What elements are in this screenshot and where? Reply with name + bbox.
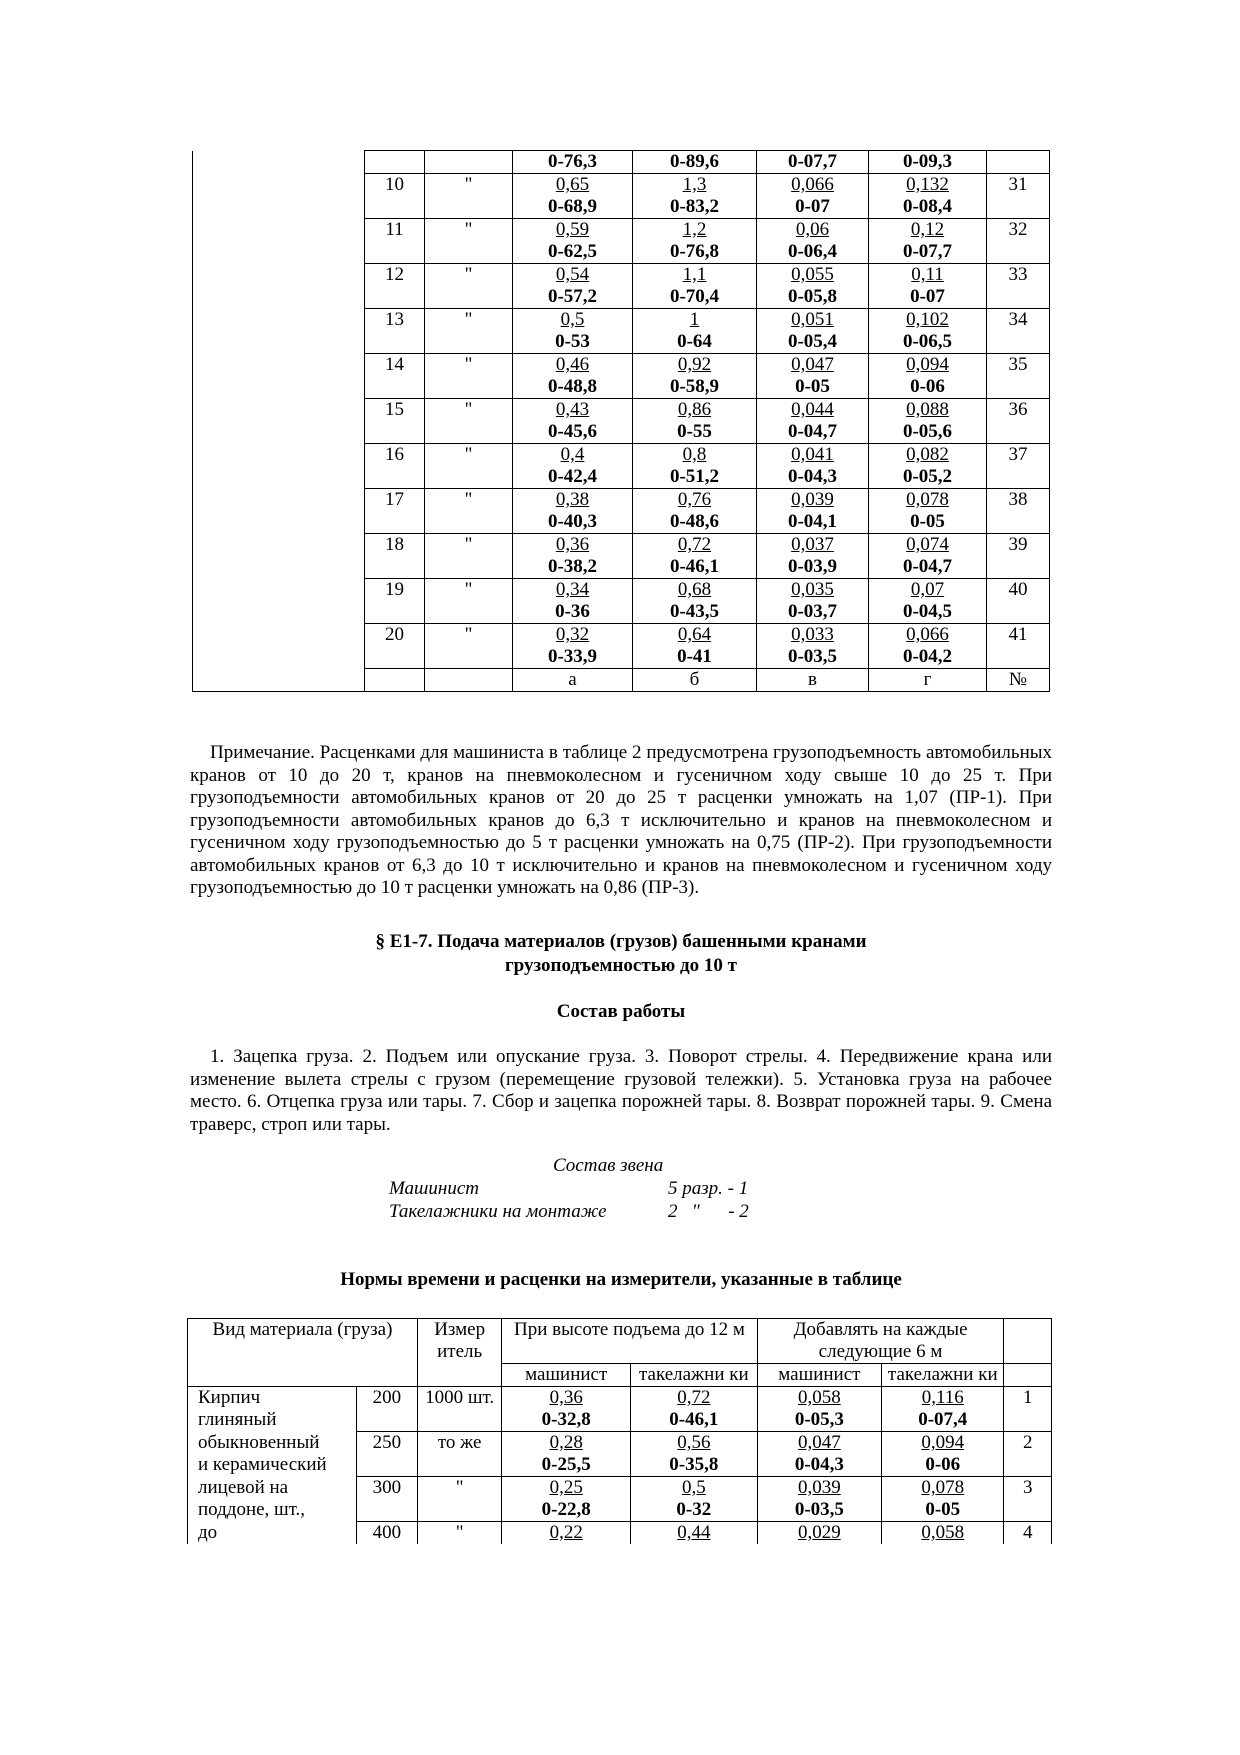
- rate-value: 0-70,4: [669, 286, 720, 307]
- unit-cell: ": [464, 399, 473, 420]
- cell-value: 0-09,3: [902, 151, 953, 172]
- unit-cell: 1000 шт.: [425, 1387, 495, 1408]
- column-header-operator: машинист: [525, 1364, 608, 1385]
- norm-value: 0,035: [791, 579, 834, 600]
- norm-value: 0,06: [795, 219, 830, 240]
- norm-value: 0,5: [560, 309, 585, 330]
- norm-value: 0,037: [791, 534, 834, 555]
- crew-title: Состав звена: [553, 1155, 664, 1176]
- rate-value: 0-08,4: [902, 196, 953, 217]
- table-row: [193, 219, 1050, 264]
- norms-heading: Нормы времени и расценки на измерители, указанные в таблице: [340, 1269, 902, 1290]
- column-letter: г: [923, 669, 932, 690]
- rate-value: 0-64: [677, 331, 712, 352]
- norm-value: 0,055: [791, 264, 834, 285]
- rate-value: 0-83,2: [669, 196, 720, 217]
- rate-value: 0-03,9: [787, 556, 838, 577]
- rate-value: 0-42,4: [547, 466, 598, 487]
- norm-value: 0,38: [555, 489, 590, 510]
- material-name-line: обыкновенный: [198, 1431, 320, 1453]
- material-name-line: глиняный: [198, 1409, 277, 1430]
- crew-member-grade: 2 " - 2: [668, 1201, 749, 1222]
- rate-value: 0-04,7: [902, 556, 953, 577]
- column-header-riggers: такелажни ки: [887, 1364, 998, 1385]
- rate-value: 0-32,8: [541, 1409, 591, 1430]
- row-number: 34: [1008, 309, 1028, 330]
- unit-cell: ": [455, 1522, 464, 1543]
- rate-value: 0-43,5: [669, 601, 720, 622]
- rate-value: 0-46,1: [669, 556, 720, 577]
- table-row: [193, 579, 1050, 624]
- table-row: [188, 1522, 1052, 1545]
- row-number: 36: [1008, 399, 1028, 420]
- unit-cell: ": [464, 309, 473, 330]
- norm-value: 0,72: [677, 1387, 711, 1408]
- row-number: 40: [1008, 579, 1028, 600]
- norm-value: 0,047: [791, 354, 834, 375]
- rate-value: 0-40,3: [547, 511, 598, 532]
- norm-value: 0,029: [797, 1522, 841, 1543]
- norm-value: 0,34: [555, 579, 590, 600]
- unit-cell: ": [455, 1477, 464, 1498]
- rate-value: 0-07,4: [918, 1409, 968, 1430]
- unit-cell: ": [464, 489, 473, 510]
- rate-value: 0-06,5: [902, 331, 953, 352]
- norm-value: 0,074: [906, 534, 949, 555]
- column-header-riggers: такелажни ки: [638, 1364, 749, 1385]
- rate-value: 0-33,9: [547, 646, 598, 667]
- norm-value: 0,25: [549, 1477, 583, 1498]
- cell-value: 0-89,6: [669, 151, 720, 172]
- norm-value: 1,3: [682, 174, 707, 195]
- rate-value: 0-06: [910, 376, 945, 397]
- rate-value: 0-06,4: [787, 241, 838, 262]
- rate-value: 0-53: [555, 331, 590, 352]
- rates-table-continuation: [192, 150, 1050, 692]
- unit-cell: ": [464, 354, 473, 375]
- column-group-additional: Добавлять на каждые следующие 6 м: [793, 1319, 968, 1362]
- norm-value: 0,72: [677, 534, 712, 555]
- rate-value: 0-05,4: [787, 331, 838, 352]
- rate-value: 0-41: [677, 646, 712, 667]
- norm-value: 0,22: [549, 1522, 583, 1543]
- rate-value: 0-62,5: [547, 241, 598, 262]
- material-name-line: и керамический: [198, 1453, 327, 1475]
- column-group-height: При высоте подъема до 12 м: [514, 1319, 745, 1340]
- norm-value: 0,92: [677, 354, 712, 375]
- material-name-line: Кирпич: [198, 1387, 261, 1408]
- crew-member-name: Машинист: [389, 1178, 479, 1199]
- rate-value: 0-05,8: [787, 286, 838, 307]
- norm-value: 0,68: [677, 579, 712, 600]
- norm-value: 0,082: [906, 444, 949, 465]
- row-number: 32: [1008, 219, 1028, 240]
- material-name-line: до: [198, 1521, 218, 1543]
- rate-value: 0-36: [555, 601, 590, 622]
- row-number: 1: [1022, 1387, 1033, 1408]
- unit-cell: ": [464, 444, 473, 465]
- work-composition-heading: Состав работы: [556, 1001, 686, 1022]
- capacity-cell: 14: [385, 354, 404, 375]
- table-row: [188, 1387, 1052, 1432]
- row-number: 37: [1008, 444, 1028, 465]
- capacity-cell: 12: [385, 264, 404, 285]
- rate-value: 0-48,8: [547, 376, 598, 397]
- column-letter: в: [808, 669, 817, 690]
- table-row: [188, 1477, 1052, 1522]
- table-row: [193, 399, 1050, 444]
- rate-value: 0-55: [677, 421, 712, 442]
- column-letter: а: [568, 669, 577, 690]
- row-number: 35: [1008, 354, 1028, 375]
- material-name-line: поддоне, шт.,: [198, 1498, 306, 1520]
- row-number: 3: [1022, 1477, 1033, 1498]
- quantity-cell: 300: [372, 1477, 402, 1498]
- rate-value: 0-06: [925, 1454, 961, 1475]
- unit-cell: ": [464, 264, 473, 285]
- rate-value: 0-03,5: [794, 1499, 844, 1520]
- crew-member-name: Такелажники на монтаже: [389, 1201, 607, 1222]
- norm-value: 1: [689, 309, 700, 330]
- norm-value: 0,5: [681, 1477, 706, 1498]
- rate-value: 0-05: [910, 511, 945, 532]
- table-row: [193, 624, 1050, 669]
- norm-value: 0,8: [682, 444, 707, 465]
- norm-value: 0,43: [555, 399, 590, 420]
- section-title: § Е1-7. Подача материалов (грузов) башенными кранами грузоподъемностью до 10 т: [375, 931, 867, 976]
- rate-value: 0-76,8: [669, 241, 720, 262]
- row-number: 41: [1008, 624, 1028, 645]
- capacity-cell: 18: [385, 534, 404, 555]
- norm-value: 0,4: [560, 444, 585, 465]
- column-letter: б: [689, 669, 700, 690]
- norm-value: 0,12: [910, 219, 945, 240]
- row-number: 2: [1022, 1432, 1033, 1453]
- capacity-cell: 16: [385, 444, 404, 465]
- norms-table: [187, 1318, 1052, 1544]
- capacity-cell: 13: [385, 309, 404, 330]
- rate-value: 0-04,3: [787, 466, 838, 487]
- capacity-cell: 19: [385, 579, 404, 600]
- capacity-cell: 15: [385, 399, 404, 420]
- column-header-operator: машинист: [778, 1364, 861, 1385]
- column-number-sign: №: [1008, 669, 1028, 690]
- norm-value: 0,44: [677, 1522, 711, 1543]
- unit-cell: ": [464, 534, 473, 555]
- norm-value: 0,094: [921, 1432, 965, 1453]
- norm-value: 0,36: [549, 1387, 583, 1408]
- rate-value: 0-22,8: [541, 1499, 591, 1520]
- rate-value: 0-04,3: [794, 1454, 844, 1475]
- rate-value: 0-25,5: [541, 1454, 591, 1475]
- table-row: [193, 151, 1050, 174]
- rate-value: 0-05,6: [902, 421, 953, 442]
- rate-value: 0-48,6: [669, 511, 720, 532]
- norm-value: 0,078: [906, 489, 949, 510]
- norm-value: 0,59: [555, 219, 590, 240]
- norm-value: 0,051: [791, 309, 834, 330]
- norm-value: 0,76: [677, 489, 712, 510]
- norm-value: 0,094: [906, 354, 949, 375]
- norm-value: 0,28: [549, 1432, 583, 1453]
- quantity-cell: 250: [372, 1432, 402, 1453]
- crew-member-grade: 5 разр. - 1: [668, 1178, 749, 1199]
- row-number: 4: [1022, 1522, 1033, 1543]
- unit-cell: то же: [437, 1432, 482, 1453]
- rate-value: 0-57,2: [547, 286, 598, 307]
- rate-value: 0-32: [676, 1499, 712, 1520]
- norm-value: 0,65: [555, 174, 590, 195]
- norm-value: 0,54: [555, 264, 590, 285]
- quantity-cell: 400: [372, 1522, 402, 1543]
- rate-value: 0-07,7: [902, 241, 953, 262]
- rate-value: 0-04,7: [787, 421, 838, 442]
- rate-value: 0-45,6: [547, 421, 598, 442]
- rate-value: 0-05: [795, 376, 830, 397]
- norm-value: 0,46: [555, 354, 590, 375]
- rate-value: 0-46,1: [669, 1409, 719, 1430]
- cell-value: 0-07,7: [787, 151, 838, 172]
- norm-value: 1,2: [682, 219, 707, 240]
- rate-value: 0-04,5: [902, 601, 953, 622]
- table-header-row: [188, 1319, 1052, 1364]
- norm-value: 0,36: [555, 534, 590, 555]
- norm-value: 0,066: [906, 624, 949, 645]
- rate-value: 0-03,5: [787, 646, 838, 667]
- norm-value: 0,033: [791, 624, 834, 645]
- norm-value: 0,039: [797, 1477, 841, 1498]
- table-row: [193, 309, 1050, 354]
- norm-value: 0,116: [921, 1387, 964, 1408]
- column-header-material: Вид материала (груза): [212, 1319, 393, 1340]
- row-number: 39: [1008, 534, 1028, 555]
- rate-value: 0-03,7: [787, 601, 838, 622]
- norm-value: 0,102: [906, 309, 949, 330]
- row-number: 33: [1008, 264, 1028, 285]
- rate-value: 0-68,9: [547, 196, 598, 217]
- norm-value: 0,044: [791, 399, 834, 420]
- unit-cell: ": [464, 174, 473, 195]
- table-footer-row: [193, 669, 1050, 692]
- norm-value: 0,64: [677, 624, 712, 645]
- norm-value: 0,11: [911, 264, 944, 285]
- rate-value: 0-04,2: [902, 646, 953, 667]
- rate-value: 0-07: [795, 196, 830, 217]
- table-row: [193, 534, 1050, 579]
- capacity-cell: 20: [385, 624, 404, 645]
- norm-value: 0,047: [797, 1432, 841, 1453]
- rate-value: 0-05: [925, 1499, 961, 1520]
- norm-value: 0,058: [797, 1387, 841, 1408]
- quantity-cell: 200: [372, 1387, 402, 1408]
- unit-cell: ": [464, 624, 473, 645]
- work-composition-text: 1. Зацепка груза. 2. Подъем или опускание груза. 3. Поворот стрелы. 4. Передвижение крана или изменение вылета стрелы с грузом (перемещение грузовой тележки). 5. Установка груза на рабочее место. 6. Отцепка груза или тары. 7. Сбор и зацепка порожней тары. 8. Возврат порожней тары. 9. Смена траверс, строп или тары.: [190, 1046, 1052, 1135]
- table-row: [193, 264, 1050, 309]
- norm-value: 0,058: [921, 1522, 965, 1543]
- rate-value: 0-38,2: [547, 556, 598, 577]
- column-header-unit: Измер итель: [434, 1319, 486, 1362]
- table-row: [193, 354, 1050, 399]
- row-number: 31: [1008, 174, 1028, 195]
- capacity-cell: 10: [385, 174, 404, 195]
- norm-value: 0,32: [555, 624, 590, 645]
- capacity-cell: 17: [385, 489, 404, 510]
- table-row: [193, 489, 1050, 534]
- norm-value: 1,1: [682, 264, 707, 285]
- norm-value: 0,078: [921, 1477, 965, 1498]
- table-row: [193, 444, 1050, 489]
- unit-cell: ": [464, 579, 473, 600]
- note-paragraph: Примечание. Расценками для машиниста в таблице 2 предусмотрена грузоподъемность автомобильных кранов от 10 до 20 т, кранов на пневмоколесном и гусеничном ходу свыше 10 до 25 т. При грузоподъемности автомобильных кранов от 20 до 25 т расценки умножать на 1,07 (ПР-1). При грузоподъемности автомобильных кранов до 6,3 т исключительно и кранов на пневмоколесном и гусеничном ходу грузоподъемностью до 5 т расценки умножать на 0,75 (ПР-2). При грузоподъемности автомобильных кранов от 6,3 до 10 т исключительно и кранов на пневмоколесном и гусеничном ходу грузоподъемностью до 10 т расценки умножать на 0,86 (ПР-3).: [190, 742, 1052, 898]
- unit-cell: ": [464, 219, 473, 240]
- rate-value: 0-05,3: [794, 1409, 844, 1430]
- material-name-line: лицевой на: [198, 1476, 289, 1498]
- rate-value: 0-04,1: [787, 511, 838, 532]
- norm-value: 0,041: [791, 444, 834, 465]
- capacity-cell: 11: [385, 219, 404, 240]
- norm-value: 0,066: [791, 174, 834, 195]
- norm-value: 0,07: [910, 579, 945, 600]
- row-number: 38: [1008, 489, 1028, 510]
- cell-value: 0-76,3: [547, 151, 598, 172]
- rate-value: 0-35,8: [669, 1454, 719, 1475]
- norm-value: 0,039: [791, 489, 834, 510]
- table-row: [193, 174, 1050, 219]
- rate-value: 0-07: [910, 286, 945, 307]
- norm-value: 0,56: [677, 1432, 711, 1453]
- table-row: [188, 1432, 1052, 1477]
- rate-value: 0-58,9: [669, 376, 720, 397]
- norm-value: 0,088: [906, 399, 949, 420]
- norm-value: 0,132: [906, 174, 949, 195]
- rate-value: 0-05,2: [902, 466, 953, 487]
- norm-value: 0,86: [677, 399, 712, 420]
- rate-value: 0-51,2: [669, 466, 720, 487]
